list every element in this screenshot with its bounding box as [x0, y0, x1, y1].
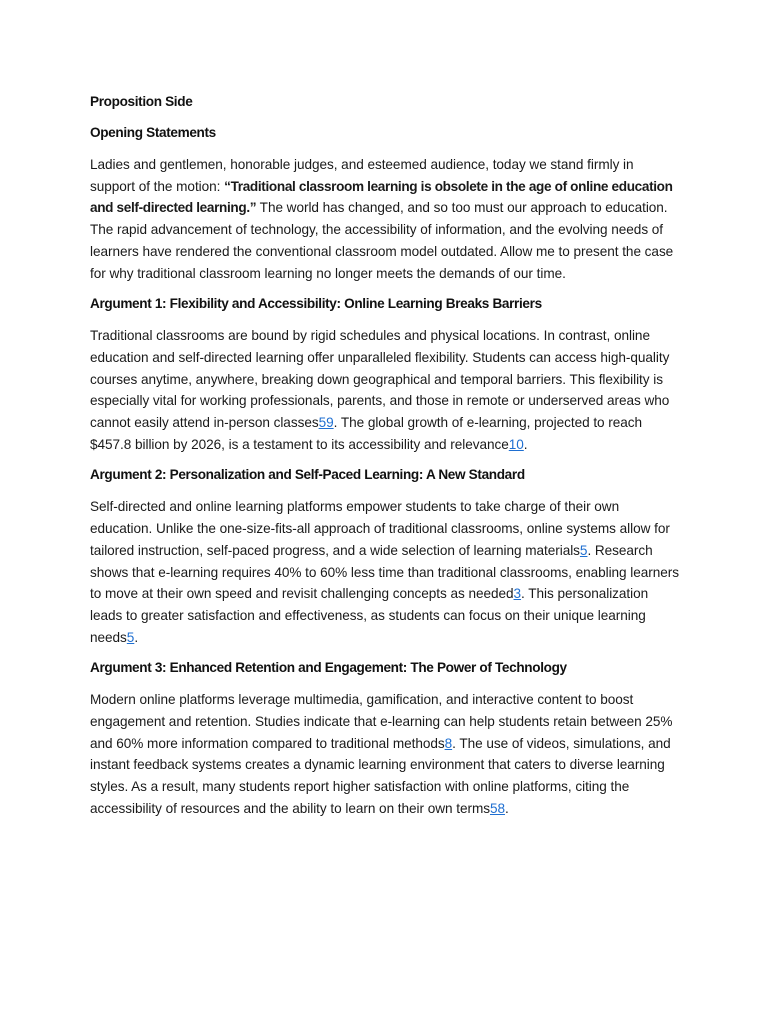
argument-2-text-4: .: [134, 629, 139, 645]
opening-text-2: The world has changed, and so too must our approach to education. The rapid advancement of technology, the accessibility of information, and the evolving needs of learners have rendered the conventional classroom model outdated. Allow me to present the case for why traditional classroom learning no longer meets the demands of our time.: [90, 200, 674, 281]
argument-3-paragraph: [90, 689, 682, 819]
argument-3-text-3: .: [505, 800, 509, 816]
argument-2-text-3: . This personalization leads to greater satisfaction and effectiveness, as students can focus on their unique learning needs: [90, 586, 649, 645]
argument-1-text-3: .: [523, 436, 528, 452]
citation-link[interactable]: 5: [126, 629, 135, 645]
opening-paragraph: [90, 154, 682, 284]
citation-link[interactable]: 59: [318, 415, 334, 431]
argument-2-text-1: Self-directed and online learning platforms empower students to take charge of their own education. Unlike the one-size-fits-all approach of traditional classrooms, online systems allow for tailored instruction, self-paced progress, and a wide selection of learning materials: [90, 499, 670, 558]
argument-3-text-1: Modern online platforms leverage multimedia, gamification, and interactive content to boost engagement and retention. Studies indicate that e-learning can help students retain between 25% and 60% more information compared to traditional methods: [90, 692, 673, 751]
argument-3-text-2: . The use of videos, simulations, and instant feedback systems creates a dynamic learning environment that caters to diverse learning styles. As a result, many students report higher satisfaction with online platforms, citing the accessibility of resources and the ability to learn on their own terms: [90, 735, 671, 816]
opening-title: Opening Statements: [90, 125, 216, 140]
motion-text: “Traditional classroom learning is obsolete in the age of online education and self-directed learning.”: [90, 178, 673, 216]
argument-3-title: Argument 3: Enhanced Retention and Engagement: The Power of Technology: [90, 660, 567, 676]
argument-2-text-2: . Research shows that e-learning requires 40% to 60% less time than traditional classrooms, enabling learners to move at their own speed and revisit challenging concepts as needed: [90, 542, 680, 602]
side-title: Proposition Side: [90, 94, 193, 109]
citation-link[interactable]: 3: [513, 586, 522, 602]
citation-link[interactable]: 5: [579, 542, 588, 558]
opening-text-1: Ladies and gentlemen, honorable judges, and esteemed audience, today we stand firmly in support of the motion:: [90, 157, 634, 194]
argument-2-paragraph: [90, 496, 682, 648]
argument-1-paragraph: [90, 325, 682, 455]
argument-2-title: Argument 2: Personalization and Self-Paced Learning: A New Standard: [90, 467, 525, 483]
argument-1-title: Argument 1: Flexibility and Accessibility: Online Learning Breaks Barriers: [90, 296, 542, 312]
citation-link[interactable]: 10: [508, 436, 524, 452]
document-page: [90, 92, 682, 830]
citation-link[interactable]: 58: [489, 800, 506, 816]
argument-1-text-1: Traditional classrooms are bound by rigid schedules and physical locations. In contrast, online education and self-directed learning offer unparalleled flexibility. Students can access high-quality courses anytime, anywhere, breaking down geographical and temporal barriers. This flexibility is especially vital for working professionals, parents, and those in remote or underserved areas who cannot easily attend in-person classes: [90, 328, 670, 431]
citation-link[interactable]: 8: [444, 735, 453, 751]
argument-1-text-2: . The global growth of e-learning, projected to reach $457.8 billion by 2026, is a testament to its accessibility and relevance: [90, 415, 643, 452]
